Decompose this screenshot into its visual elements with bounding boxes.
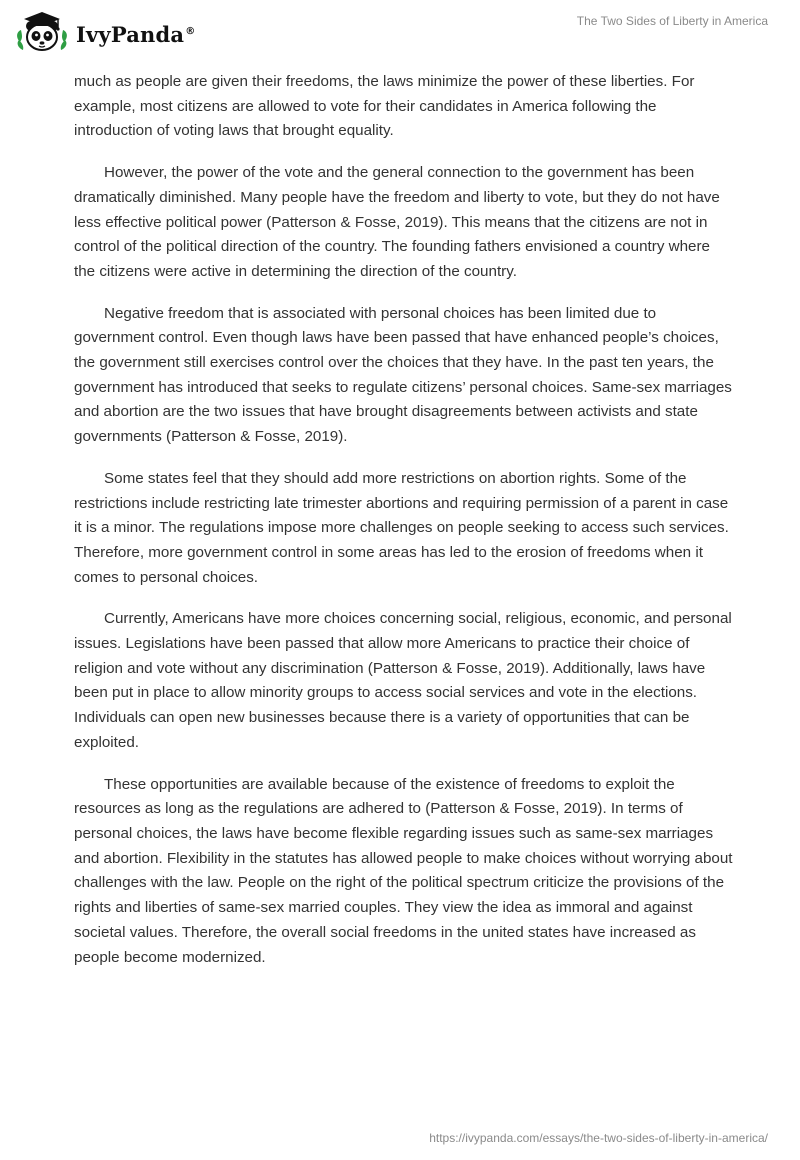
panda-graduate-icon [14,8,74,56]
ivypanda-logo[interactable] [14,8,195,56]
paragraph-5: Currently, Americans have more choices concerning social, religious, economic, and personal issues. Legislations have been passed that allow more Americans to practice their choice of religion and vote without any discrimination (Patterson & Fosse, 2019). Additionally, laws have been put in place to allow minority groups to access social services and vote in the elections. Individuals can open new businesses because there is a variety of opportunities that can be exploited. [74,610,732,751]
document-running-title: The Two Sides of Liberty in America [576,14,768,28]
logo-wordmark: IvyPanda® [76,21,196,47]
essay-body [74,70,734,987]
paragraph-1: much as people are given their freedoms, the laws minimize the power of these liberties. For example, most citizens are allowed to vote for their candidates in America following the introduction of voting laws that brought equality. [74,73,695,140]
page-header [0,0,800,64]
registered-mark: ® [185,25,196,37]
paragraph-2: However, the power of the vote and the general connection to the government has been dramatically diminished. Many people have the freedom and liberty to vote, but they do not have less effective political power (Patterson & Fosse, 2019). This means that the citizens are not in control of the political direction of the country. The founding fathers envisioned a country where the citizens were active in determining the direction of the country. [74,164,720,280]
source-url[interactable]: https://ivypanda.com/essays/the-two-sides-of-liberty-in-america/ [429,1131,768,1145]
paragraph-6: These opportunities are available because of the existence of freedoms to exploit the resources as long as the regulations are adhered to (Patterson & Fosse, 2019). In terms of personal choices, the laws have become flexible regarding issues such as same-sex marriages and abortion. Flexibility in the statutes has allowed people to make choices without worrying about challenges with the law. People on the right of the political spectrum criticize the provisions of the rights and liberties of same-sex married couples. They view the idea as immoral and against societal values. Therefore, the overall social freedoms in the united states have increased as people become modernized. [74,775,733,966]
paragraph-3: Negative freedom that is associated with personal choices has been limited due to government control. Even though laws have been passed that have enhanced people’s choices, the government still exercises control over the choices that they have. In the past ten years, the government has introduced that seeks to regulate citizens’ personal choices. Same-sex marriages and abortion are the two issues that have brought disagreements between activists and state governments (Patterson & Fosse, 2019). [74,304,732,446]
paragraph-4: Some states feel that they should add more restrictions on abortion rights. Some of the restrictions include restricting late trimester abortions and requiring permission of a parent in case it is a minor. The regulations impose more challenges on people seeking to access such services. Therefore, more government control in some areas has led to the erosion of freedoms when it comes to personal choices. [74,469,729,586]
